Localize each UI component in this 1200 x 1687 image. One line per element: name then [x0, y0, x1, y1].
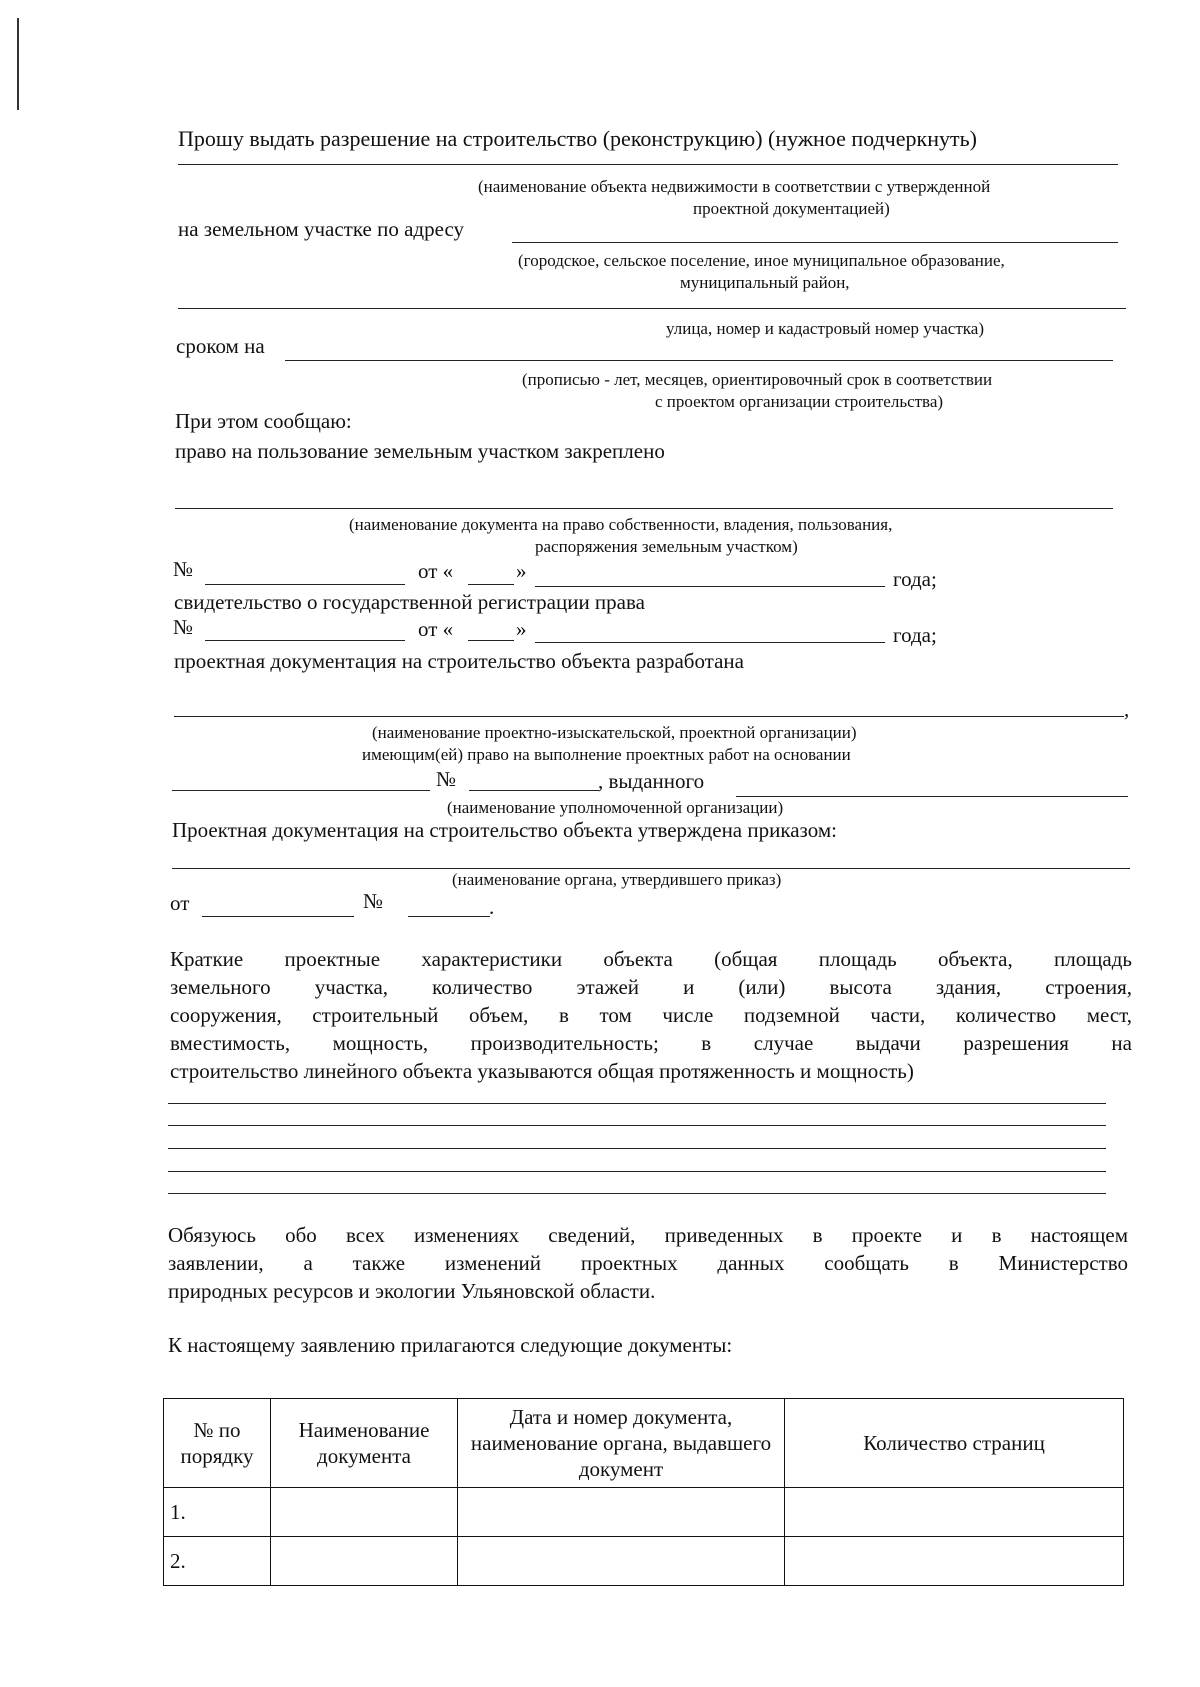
month-year-line-2[interactable]: [535, 642, 885, 643]
table-row: [164, 1537, 1124, 1586]
design-org-comma: ,: [1124, 697, 1130, 721]
year-label-1: года;: [893, 567, 937, 591]
report-label: При этом сообщаю:: [175, 409, 352, 433]
certificate-label: свидетельство о государственной регистрации права: [174, 590, 645, 614]
no-sign-1: №: [173, 557, 194, 581]
order-date-line[interactable]: [202, 916, 354, 917]
note-land-2: распоряжения земельным участком): [535, 537, 798, 556]
row-number: 1.: [164, 1488, 271, 1537]
table-header-row: [164, 1399, 1124, 1488]
issuer-line[interactable]: [736, 796, 1128, 797]
note-design-org: (наименование проектно-изыскательской, проектной организации): [372, 723, 857, 742]
characteristics-fill-line-1[interactable]: [168, 1103, 1106, 1104]
attachments-label: К настоящему заявлению прилагаются следующие документы:: [168, 1333, 733, 1357]
row-number: 2.: [164, 1537, 271, 1586]
table-row: [164, 1488, 1124, 1537]
note-street: улица, номер и кадастровый номер участка): [666, 319, 984, 338]
design-org-line[interactable]: [174, 716, 1124, 717]
characteristics-line-3: сооружения, строительный объем, в том числе подземной части, количество мест,: [170, 1003, 1132, 1027]
term-line[interactable]: [285, 360, 1113, 361]
order-period: .: [489, 895, 495, 919]
row-document-name-cell[interactable]: [271, 1488, 458, 1537]
scan-edge-mark: [17, 18, 19, 110]
from-label-1: от «: [418, 559, 454, 583]
attachments-table: [163, 1398, 1124, 1586]
characteristics-fill-line-3[interactable]: [168, 1148, 1106, 1149]
number-line-2[interactable]: [205, 640, 405, 641]
note-object-1: (наименование объекта недвижимости в соответствии с утвержденной: [478, 177, 991, 196]
no-sign-4: №: [363, 889, 384, 913]
note-object-2: проектной документацией): [693, 199, 890, 218]
no-sign-3: №: [436, 767, 457, 791]
address-line[interactable]: [512, 242, 1118, 243]
quote-close-2: »: [516, 617, 527, 641]
order-number-line[interactable]: [408, 916, 490, 917]
number-line-1[interactable]: [205, 584, 405, 585]
quote-close-1: »: [516, 559, 527, 583]
license-basis-line[interactable]: [172, 790, 430, 791]
approved-label: Проектная документация на строительство объекта утверждена приказом:: [172, 818, 837, 842]
characteristics-line-2: земельного участка, количество этажей и (или) высота здания, строения,: [170, 975, 1132, 999]
day-line-2[interactable]: [468, 640, 514, 641]
header-number: № по порядку: [164, 1399, 271, 1488]
characteristics-line-1: Краткие проектные характеристики объекта (общая площадь объекта, площадь: [170, 947, 1132, 971]
note-address-2: муниципальный район,: [680, 273, 850, 292]
year-label-2: года;: [893, 623, 937, 647]
note-term-2: с проектом организации строительства): [655, 392, 944, 411]
row-date-number-cell[interactable]: [458, 1488, 785, 1537]
address-label: на земельном участке по адресу: [178, 217, 464, 241]
from-short-label: от: [170, 891, 190, 915]
characteristics-line-5: строительство линейного объекта указываются общая протяженность и мощность): [170, 1059, 914, 1083]
obligation-line-3: природных ресурсов и экологии Ульяновской области.: [168, 1279, 656, 1303]
month-year-line-1[interactable]: [535, 586, 885, 587]
row-page-count-cell[interactable]: [785, 1537, 1124, 1586]
note-body: (наименование органа, утвердившего приказ): [452, 870, 782, 889]
characteristics-fill-line-5[interactable]: [168, 1193, 1106, 1194]
license-number-line[interactable]: [469, 790, 599, 791]
issued-label: , выданного: [598, 769, 705, 793]
from-label-2: от «: [418, 617, 454, 641]
obligation-line-1: Обязуюсь обо всех изменениях сведений, приведенных в проекте и в настоящем: [168, 1223, 1128, 1247]
day-line-1[interactable]: [468, 584, 514, 585]
note-term-1: (прописью - лет, месяцев, ориентировочный срок в соответствии: [522, 370, 993, 389]
header-date-number-issuer: Дата и номер документа, наименование органа, выдавшего документ: [458, 1399, 785, 1488]
design-docs-label: проектная документация на строительство объекта разработана: [174, 649, 744, 673]
characteristics-line-4: вместимость, мощность, производительность; в случае выдачи разрешения на: [170, 1031, 1132, 1055]
no-sign-2: №: [173, 615, 194, 639]
header-page-count: Количество страниц: [785, 1399, 1124, 1488]
note-address-1: (городское, сельское поселение, иное муниципальное образование,: [518, 251, 1005, 270]
address-line-2[interactable]: [178, 308, 1126, 309]
object-name-line[interactable]: [178, 164, 1118, 165]
note-land-1: (наименование документа на право собственности, владения, пользования,: [349, 515, 893, 534]
row-page-count-cell[interactable]: [785, 1488, 1124, 1537]
note-authorized: (наименование уполномоченной организации): [447, 798, 784, 817]
characteristics-fill-line-4[interactable]: [168, 1171, 1106, 1172]
request-line: Прошу выдать разрешение на строительство (реконструкцию) (нужное подчеркнуть): [178, 126, 977, 151]
land-document-line[interactable]: [175, 508, 1113, 509]
row-document-name-cell[interactable]: [271, 1537, 458, 1586]
obligation-line-2: заявлении, а также изменений проектных данных сообщать в Министерство: [168, 1251, 1128, 1275]
term-label: сроком на: [176, 334, 265, 358]
header-document-name: Наименование документа: [271, 1399, 458, 1488]
having-right-label: имеющим(ей) право на выполнение проектных работ на основании: [362, 745, 851, 764]
row-date-number-cell[interactable]: [458, 1537, 785, 1586]
characteristics-fill-line-2[interactable]: [168, 1125, 1106, 1126]
land-right-label: право на пользование земельным участком закреплено: [175, 439, 665, 463]
